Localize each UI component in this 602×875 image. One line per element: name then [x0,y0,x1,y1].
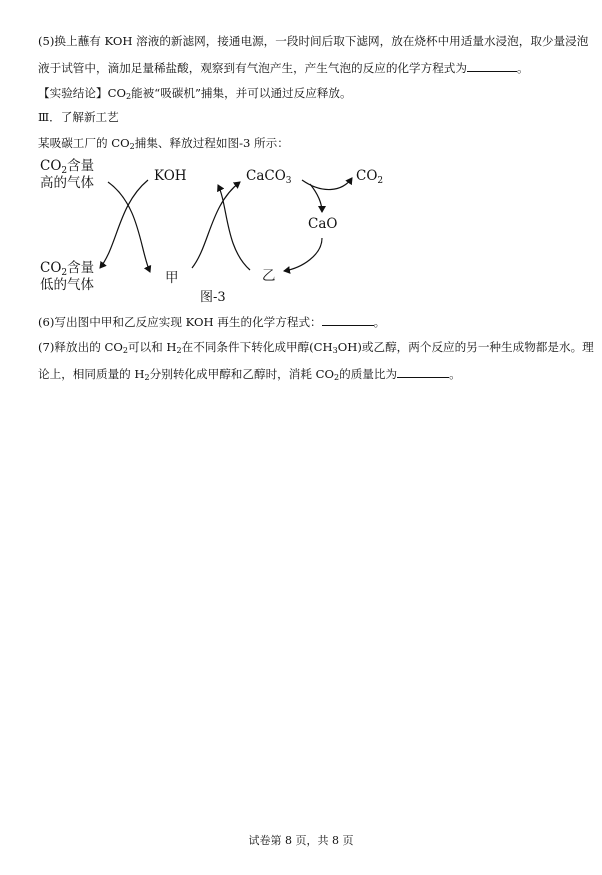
label-yi: 乙 [262,268,276,284]
q7-l1-c: 可以和 H [127,340,177,354]
intro-sub: 2 [129,142,135,151]
q7-l1-g: OH)或乙醇，两个反应的另一种生成物都是水。理 [337,340,594,354]
label-high-co2-post: 含量 [67,158,95,174]
q7-line-2 [38,366,461,385]
intro-pre: 某吸碳工厂的 CO [38,136,130,150]
q7-l1-e: 在不同条件下转化成甲醇(CH [181,340,333,354]
label-low-co2-pre: CO [40,260,62,276]
label-low-gas: 低的气体 [40,277,94,293]
figure-caption: 图-3 [200,290,226,305]
arrow-koh-to-low [100,180,148,268]
label-high-co2-sub: 2 [61,166,68,176]
label-high-gas: 高的气体 [40,175,94,191]
label-jia: 甲 [165,270,179,286]
intro-post: 捕集、释放过程如图-3 所示： [134,136,289,150]
q6-end: 。 [373,315,386,329]
q7-l1-b: 2 [122,346,128,355]
q7-l2-c: 分别转化成甲醇和乙醇时，消耗 CO [149,367,335,381]
label-koh: KOH [154,168,187,184]
q7-l2-b: 2 [144,373,150,382]
q5-line-2-text: 液于试管中，滴加足量稀盐酸，观察到有气泡产生，产生气泡的反应的化学方程式为 [38,61,467,75]
conclusion-co2-sub: 2 [125,92,132,101]
q7-l2-a: 论上，相同质量的 H [38,367,145,381]
q7-l2-e: 的质量比为 [339,367,398,381]
conclusion-prefix: 【实验结论】 [38,86,108,100]
q7-l1-d: 2 [176,346,182,355]
q7-l2-end: 。 [449,367,461,381]
label-caco3 [246,168,292,189]
q6-line [38,314,385,329]
arrow-yi-to-koh [218,185,250,270]
label-co2-out-pre: CO [356,168,378,184]
arrow-caco3-to-co2 [302,178,352,190]
conclusion-text: 能被“吸碳机”捕集，并可以通过反应释放。 [131,86,352,100]
label-high-co2-pre: CO [40,158,62,174]
label-co2-out [356,168,383,189]
q7-line-1 [38,340,594,358]
label-low-co2-sub: 2 [61,268,68,278]
label-low-co2-post: 含量 [67,260,95,276]
section-3-title: Ⅲ．了解新工艺 [38,110,119,124]
arrow-jia-to-caco3 [192,182,240,268]
q7-answer-blank[interactable] [397,366,449,378]
q6-answer-blank[interactable] [322,314,374,326]
page-footer: 试卷第 8 页，共 8 页 [248,834,354,847]
conclusion-co2: CO [107,86,126,100]
q7-l2-d: 2 [334,373,340,382]
label-co2-out-sub: 2 [377,176,384,186]
label-caco3-sub: 3 [285,176,292,186]
q5-line-1: (5)换上蘸有 KOH 溶液的新滤网，接通电源，一段时间后取下滤网，放在烧杯中用适量水浸泡，取少量浸泡 [38,34,589,48]
q6-text: (6)写出图中甲和乙反应实现 KOH 再生的化学方程式： [38,315,322,329]
q7-l1-a: (7)释放出的 CO [38,340,123,354]
label-cao: CaO [308,216,338,232]
q7-l1-f: 3 [332,346,338,355]
label-caco3-pre: CaCO [246,168,286,184]
q5-line-2-end: 。 [516,61,529,75]
arrow-cao-to-yi [284,238,322,271]
arrow-high-to-jia [108,182,150,272]
